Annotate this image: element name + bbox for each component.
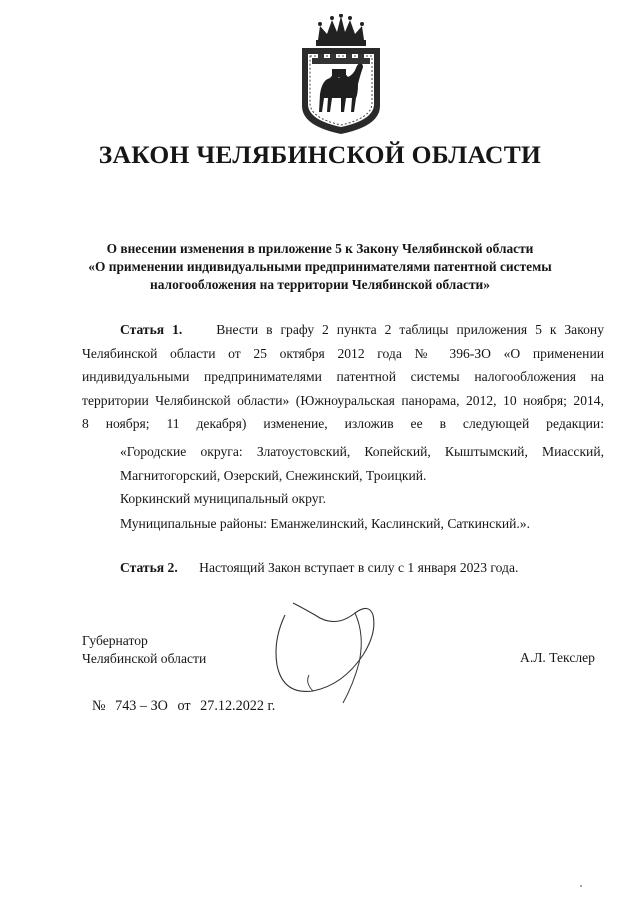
handwritten-signature xyxy=(255,585,395,710)
subtitle-line: О внесении изменения в приложение 5 к Закону Челябинской области xyxy=(106,241,534,256)
article-1-line: Челябинской области от 25 октября 2012 года № 396-ЗО «О применении xyxy=(82,345,604,361)
article-1 xyxy=(82,318,604,436)
quoted-line-block xyxy=(120,487,604,511)
quoted-line: Муниципальные районы: Еманжелинский, Каслинский, Саткинский.». xyxy=(120,516,530,531)
registration-date: 27.12.2022 г. xyxy=(200,698,276,714)
article-1-line: индивидуальными предпринимателями патентной системы налогообложения на xyxy=(82,369,604,384)
quoted-line: Магнитогорский, Озерский, Снежинский, Троицкий. xyxy=(120,467,427,483)
registration-date-prefix: от xyxy=(177,698,191,714)
article-1-line: территории Челябинской области» (Южноуральская панорама, 2012, 10 ноября; 2014, xyxy=(82,392,604,408)
law-title: ЗАКОН ЧЕЛЯБИНСКОЙ ОБЛАСТИ xyxy=(98,140,542,169)
quoted-line: Коркинский муниципальный округ. xyxy=(120,491,326,506)
quoted-line-block xyxy=(120,512,604,536)
subtitle-line: налогообложения на территории Челябинской области» xyxy=(150,277,490,292)
registration-number-prefix: № xyxy=(92,698,106,714)
article-2-label: Статья 2. xyxy=(120,560,178,575)
article-2 xyxy=(120,560,518,576)
subtitle-line: «О применении индивидуальными предпринимателями патентной системы xyxy=(88,259,552,274)
law-subtitle xyxy=(70,240,570,294)
registration-number: 743 – ЗО xyxy=(115,698,168,714)
chelyabinsk-coat-of-arms-icon xyxy=(296,14,386,136)
governor-position xyxy=(82,632,206,668)
governor-position-line: Челябинской области xyxy=(82,651,207,666)
article-1-label: Статья 1. xyxy=(120,322,183,337)
quoted-line: «Городские округа: Златоустовский, Копейский, Кыштымский, Миасский, xyxy=(120,444,604,459)
article-1-line: Внести в графу 2 пункта 2 таблицы приложения 5 к Закону xyxy=(216,322,604,337)
quoted-text-block xyxy=(120,440,604,487)
article-1-line: 8 ноября; 11 декабря) изменение, изложив ее в следующей редакции: xyxy=(82,416,604,431)
governor-position-line: Губернатор xyxy=(82,633,148,648)
scan-speck xyxy=(580,885,582,887)
registration-line xyxy=(92,698,281,715)
article-2-text: Настоящий Закон вступает в силу с 1 января 2023 года. xyxy=(199,560,519,575)
governor-name: А.Л. Текслер xyxy=(520,650,595,665)
